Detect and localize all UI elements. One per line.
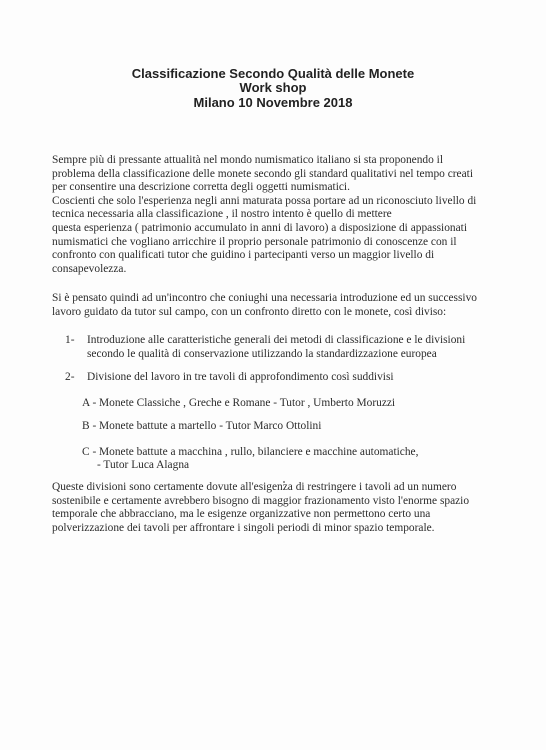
intro-paragraph [52,154,497,276]
closing-paragraph [52,481,497,535]
paragraph-line: Queste divisioni sono certamente dovute all'esigenza di restringere i tavoli ad un numero [52,481,457,493]
list-item-division [65,371,505,387]
paragraph-line: temporale che abbracciano, ma le esigenze organizzative non permettono certo una [52,508,431,521]
list-text-line: Introduzione alle caratteristiche generali dei metodi di classificazione e le divisioni [87,334,466,346]
sub-letter: A - [82,397,97,409]
list-number: 2- [65,371,75,383]
document-title: Classificazione Secondo Qualità delle Monete [131,66,415,81]
paragraph-line: consapevolezza. [52,262,127,275]
sub-letter: B - [82,420,97,432]
document-date: Milano 10 Novembre 2018 [193,95,353,110]
list-text: Divisione del lavoro in tre tavoli di approfondimento così suddivisi [87,371,394,383]
sub-text: Monete battute a martello - Tutor Marco Ottolini [99,420,322,432]
paragraph-line: numismatici che vogliano arricchire il proprio personale patrimonio di conoscenze con il [52,235,457,248]
list-number: 1- [65,334,75,346]
sub-tutor: - Tutor Luca Alagna [97,459,190,471]
list-item-introduction [65,334,505,364]
list-text-line: secondo le qualità di conservazione utilizzando la standardizzazione europea [87,347,437,360]
document-subtitle: Work shop [239,80,307,95]
paragraph-line: Si è pensato quindi ad un'incontro che coniughi una necessaria introduzione ed un successivo [52,292,477,304]
list-text [87,334,487,361]
paragraph-line: confronto con qualificati tutor che guidino i partecipanti verso un maggior livello di [52,249,435,262]
table-b-item [82,420,482,436]
paragraph-line: Sempre più di pressante attualità nel mondo numismatico italiano si sta proponendo il [52,154,444,166]
paragraph-line: sostenibile e certamente avrebbero bisogno di maggior frazionamento visto l'enorme spazio [52,494,470,507]
paragraph-line: lavoro guidato da tutor sul campo, con un confronto diretto con le monete, così diviso: [52,305,447,318]
paragraph-line: Coscienti che solo l'esperienza negli anni maturata possa portare ad un riconosciuto livello di [52,194,477,207]
paragraph-line: per consentire una descrizione corretta degli oggetti numismatici. [52,181,350,194]
table-a-item [82,397,482,413]
sub-letter: C - [82,446,97,458]
paragraph-line: questa esperienza ( patrimonio accumulato in anni di lavoro) a disposizione di appassionati [52,221,468,234]
sub-text: Monete Classiche , Greche e Romane - Tutor , Umberto Moruzzi [99,397,396,409]
paragraph-line: polverizzazione dei tavoli per affrontare i singoli periodi di minor spazio temporale. [52,521,435,534]
sub-text: Monete battute a macchina , rullo, bilanciere e macchine automatiche, [99,446,419,458]
workshop-structure-intro [52,292,497,319]
table-c-item [82,446,482,476]
paragraph-line: tecnica necessaria alla classificazione , il nostro intento è quello di mettere [52,208,392,221]
paragraph-line: problema della classificazione delle monete secondo gli standard qualitativi nel tempo creati [52,167,473,180]
